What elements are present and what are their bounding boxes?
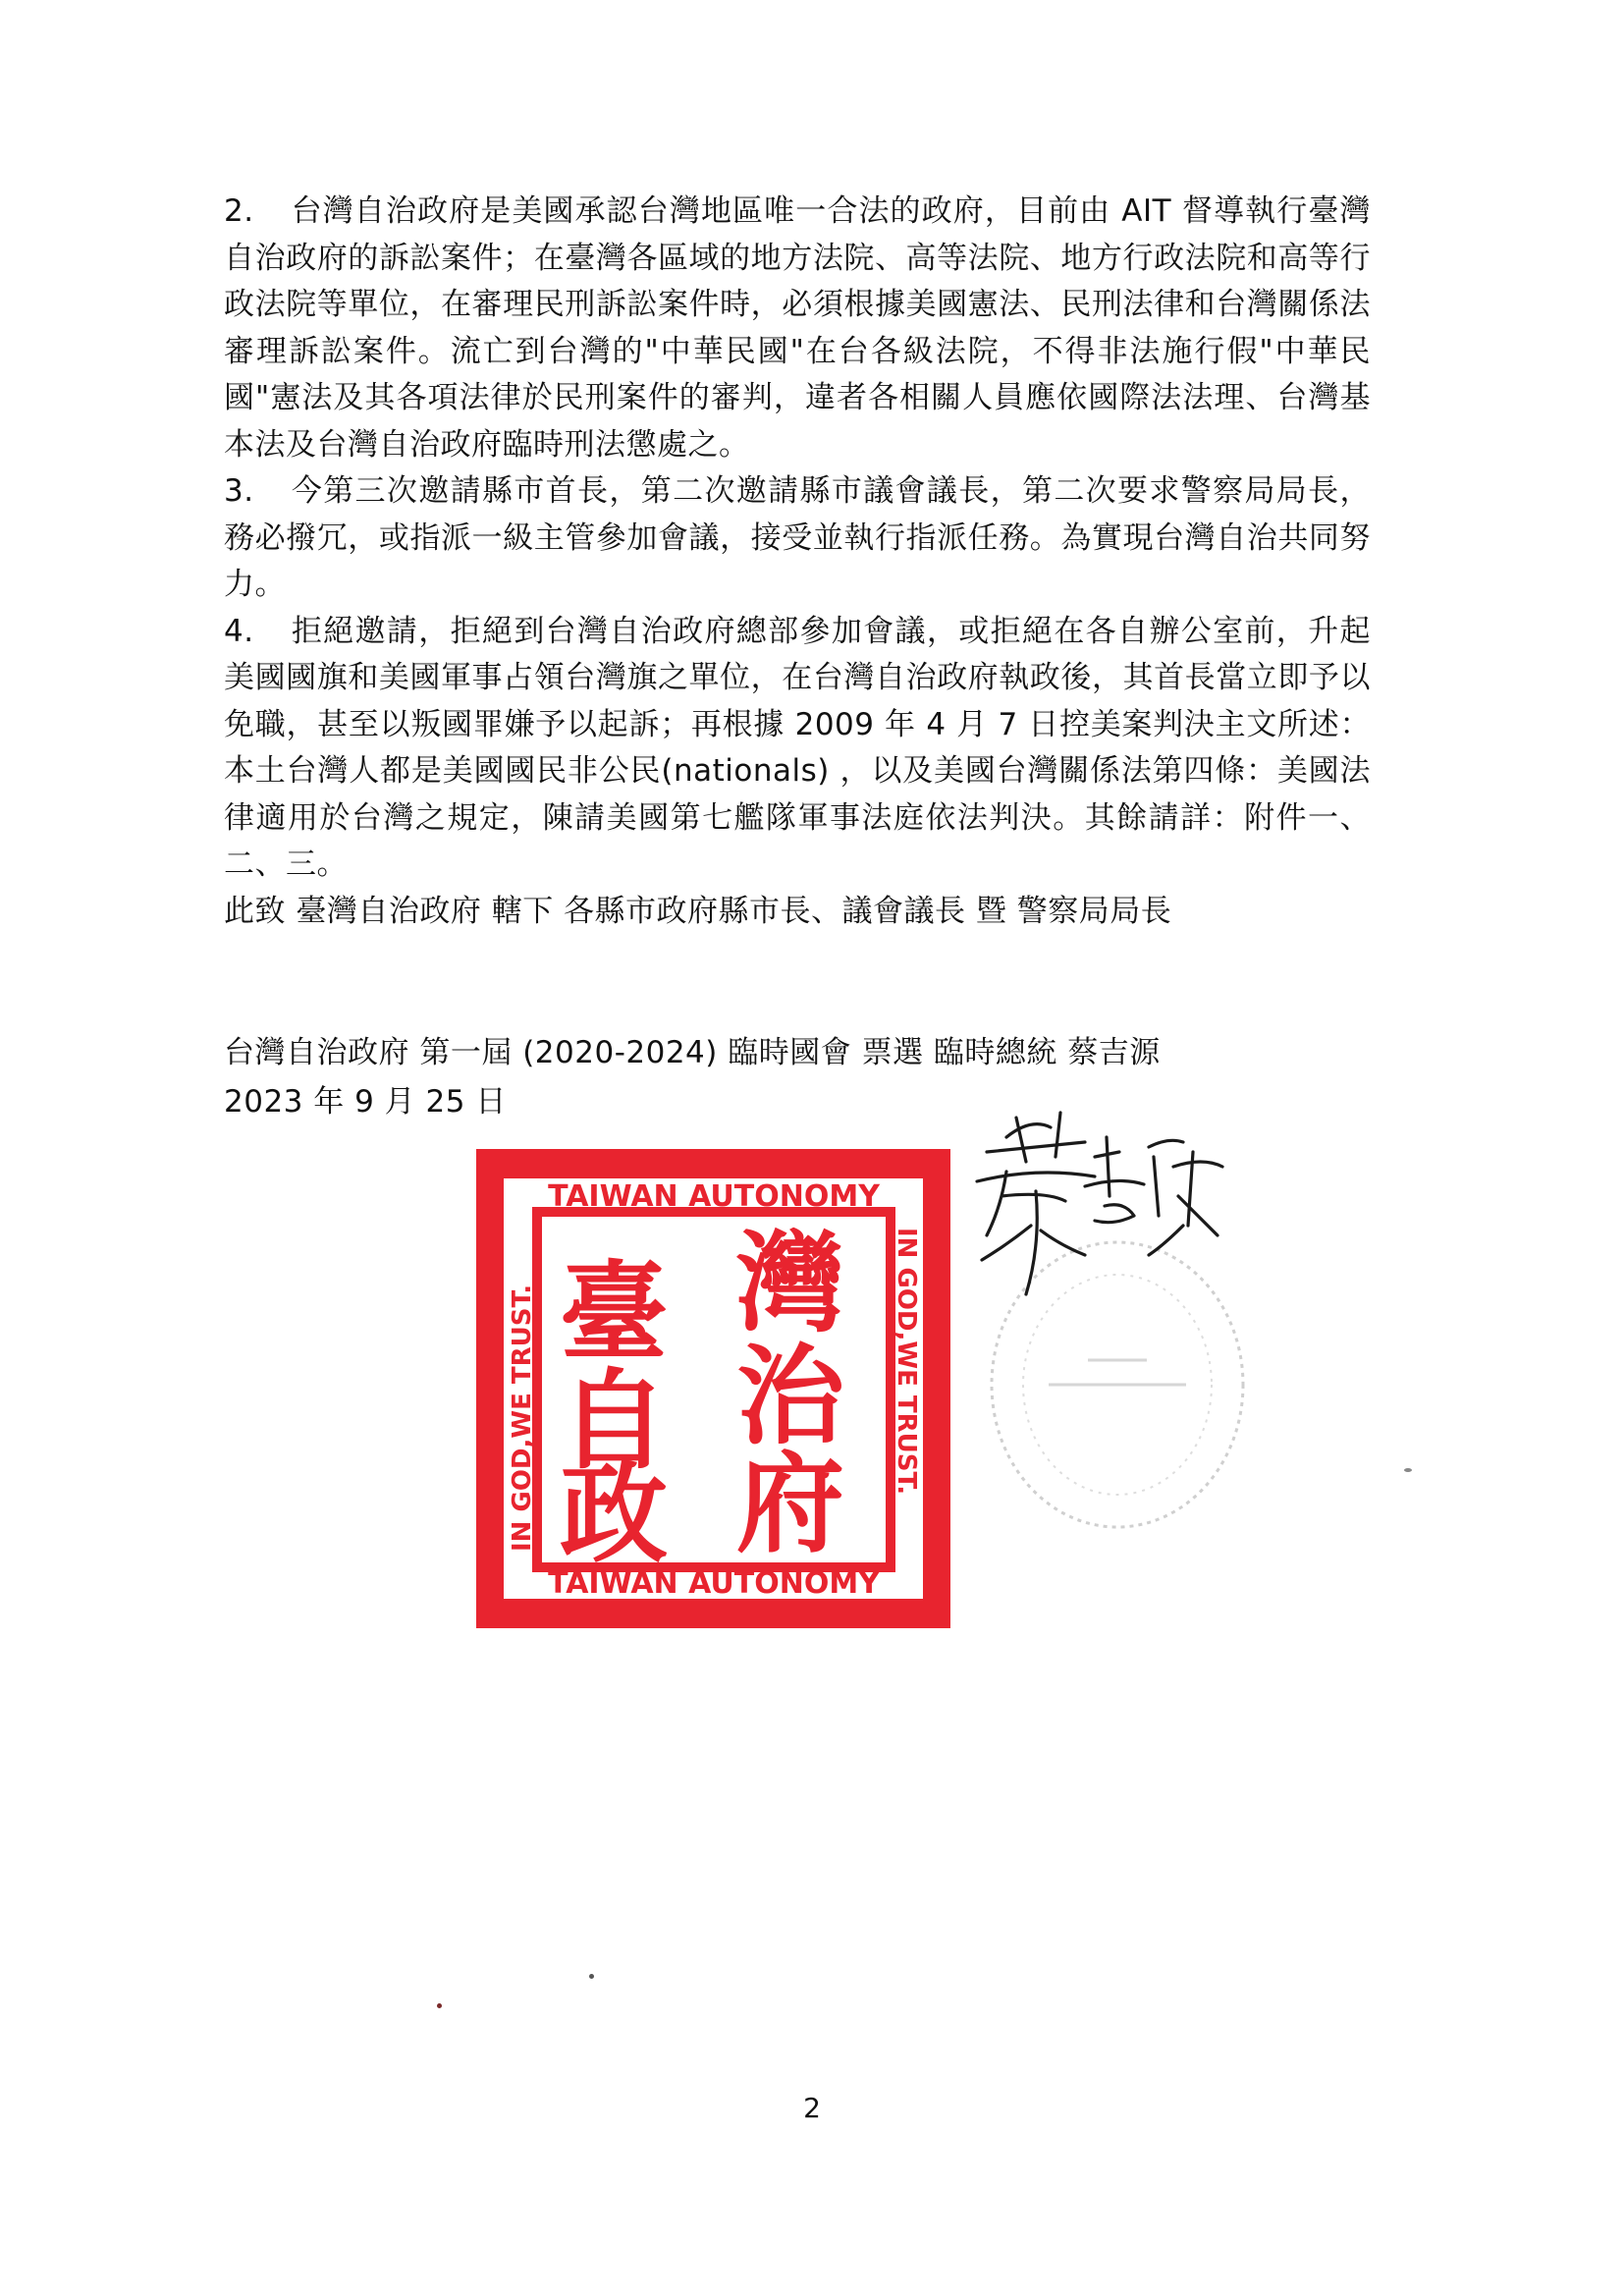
paragraph-text: 台灣自治政府是美國承認台灣地區唯一合法的政府，目前由 AIT 督導執行臺灣自治政府的訴訟案件；在臺灣各區域的地方法院、高等法院、地方行政法院和高等行政法院等單位，在審理民刑訴訟案件時，必須根據美國憲法、民刑法律和台灣關係法審理訴訟案件。流亡到台灣的"中華民國"在台各級法院，不得非法施行假"中華民國"憲法及其各項法律於民刑案件的審判，違者各相關人員應依國際法法理、台灣基本法及台灣自治政府臨時刑法懲處之。 [224,193,1371,463]
paragraph-number: 3. [224,473,254,509]
official-seal [476,1149,950,1628]
paragraph-2 [224,189,1371,468]
page-number: 2 [803,2092,821,2124]
paragraph-text: 拒絕邀請，拒絕到台灣自治政府總部參加會議，或拒絕在各自辦公室前，升起美國國旗和美國軍事占領台灣旗之單位，在台灣自治政府執政後，其首長當立即予以免職，甚至以叛國罪嫌予以起訴；再根據 2009 年 4 月 7 日控美案判決主文所述：本土台灣人都是美國國民非公民(nationals) ，以及美國台灣關係法第四條：美國法律適用於台灣之規定，陳請美國第七艦隊軍事法庭依法判決。其餘請詳：附件一、二、三。 [224,613,1371,882]
scan-speck [437,2003,442,2008]
seal-text-top: TAIWAN AUTONOMY [548,1179,880,1214]
seal-text-left: IN GOD,WE TRUST. [508,1284,537,1552]
paragraph-4 [224,609,1371,889]
letter-body [224,189,1371,935]
handwritten-signature [947,1098,1242,1324]
date-line: 2023 年 9 月 25 日 [224,1084,507,1120]
signatory-line: 台灣自治政府 第一屆 (2020-2024) 臨時國會 票選 臨時總統 蔡吉源 [224,1035,1161,1070]
seal-char: 灣 [736,1220,844,1346]
seal-char: 府 [736,1441,844,1567]
seal-char: 自 [560,1357,668,1484]
paragraph-number: 2. [224,193,254,229]
seal-char: 政 [560,1450,668,1577]
seal-char: 臺 [560,1249,668,1376]
paragraph-number: 4. [224,613,254,649]
closing-line: 此致 臺灣自治政府 轄下 各縣市政府縣市長、議會議長 暨 警察局局長 [224,893,1172,929]
scan-speck [1404,1468,1412,1472]
paragraph-3 [224,468,1371,609]
paragraph-text: 今第三次邀請縣市首長，第二次邀請縣市議會議長，第二次要求警察局局長，務必撥冗，或指派一級主管參加會議，接受並執行指派任務。為實現台灣自治共同努力。 [224,473,1371,602]
scan-speck [589,1974,594,1979]
seal-text-bottom: TAIWAN AUTONOMY [548,1566,880,1601]
seal-char: 治 [736,1333,844,1459]
seal-text-right: IN GOD,WE TRUST. [892,1228,921,1496]
